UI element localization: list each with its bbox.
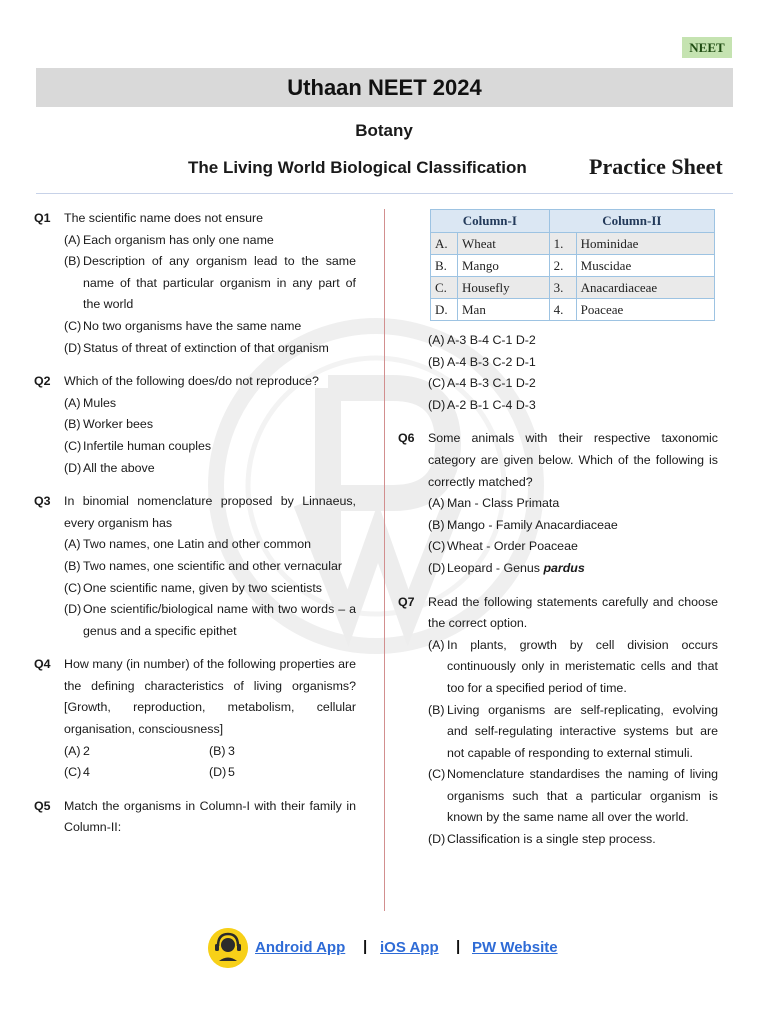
question-number: Q4 — [34, 657, 51, 672]
question-text: Which of the following does/do not reproduce? — [64, 374, 319, 389]
question-number: Q1 — [34, 211, 51, 225]
header-divider — [36, 193, 733, 194]
option-d: (D) All the above — [64, 460, 155, 475]
link-separator: | — [363, 938, 368, 955]
table-cell: B. — [431, 255, 458, 277]
question-q6 — [398, 428, 718, 579]
table-cell: Man — [458, 299, 550, 321]
table-cell: Wheat — [458, 233, 550, 255]
option-d: (D) 5 — [209, 765, 235, 780]
sheet-label: Practice Sheet — [589, 154, 723, 179]
option-b: (B) Mango - Family Anacardiaceae — [428, 517, 618, 532]
option-a: (A) 2 — [64, 743, 90, 758]
question-q5-options — [398, 330, 718, 416]
customer-service-icon — [208, 928, 248, 968]
option-d: (D) A-2 B-1 C-4 D-3 — [428, 397, 536, 412]
option-a: (A) Two names, one Latin and other common — [64, 537, 311, 552]
table-cell: D. — [431, 299, 458, 321]
table-cell: A. — [431, 233, 458, 255]
option-b: (B) A-4 B-3 C-2 D-1 — [428, 354, 536, 369]
question-number: Q5 — [34, 798, 51, 813]
option-c: (C) 4 — [64, 765, 90, 780]
question-text: The scientific name does not ensure — [64, 211, 264, 225]
question-text: In binomial nomenclature proposed by Linnaeus, every organism has — [64, 494, 356, 530]
match-table — [430, 209, 715, 321]
question-q7 — [398, 592, 718, 851]
column-header: Column-I — [431, 210, 550, 233]
option-d: (D) Status of threat of extinction of that organism — [64, 340, 329, 355]
table-cell: 3. — [549, 277, 576, 299]
column-header: Column-II — [549, 210, 714, 233]
option-c: (C) A-4 B-3 C-1 D-2 — [428, 376, 536, 391]
table-row — [431, 255, 715, 277]
table-cell: Muscidae — [576, 255, 714, 277]
question-text: Read the following statements carefully and choose the correct option. — [428, 594, 718, 631]
option-a: (A) Each organism has only one name — [64, 232, 274, 247]
option-b: (B) Description of any organism lead to the same name of that particular organism in any part of the world — [64, 254, 356, 312]
question-text: Match the organisms in Column-I with their family in Column-II: — [64, 798, 356, 835]
link-separator: | — [456, 938, 461, 955]
option-c: (C) One scientific name, given by two scientists — [64, 580, 322, 595]
question-q1 — [34, 208, 356, 359]
question-q2 — [34, 371, 356, 479]
question-text: How many (in number) of the following properties are the defining characteristics of living organisms? [Growth, reproduction, metabolism, cellular organisation, consciousness] — [64, 657, 356, 737]
question-q3 — [34, 491, 356, 642]
option-c: (C) Infertile human couples — [64, 438, 212, 453]
table-cell: 4. — [549, 299, 576, 321]
option-b: (B) Worker bees — [64, 417, 154, 432]
option-c: (C) Nomenclature standardises the naming of living organisms such that a particular organism is known by the same name all over the world. — [428, 767, 718, 825]
option-a: (A) A-3 B-4 C-1 D-2 — [428, 333, 536, 347]
question-q5 — [34, 796, 356, 839]
android-app-link[interactable]: Android App — [255, 939, 346, 956]
option-a: (A) In plants, growth by cell division occurs continuously only in meristematic cells and that too for a specified period of time. — [428, 637, 718, 695]
option-d: (D) Leopard - Genus pardus — [428, 560, 585, 575]
table-cell: C. — [431, 277, 458, 299]
table-cell: 2. — [549, 255, 576, 277]
table-row — [431, 233, 715, 255]
table-cell: Poaceae — [576, 299, 714, 321]
table-row — [431, 277, 715, 299]
option-b: (B) 3 — [209, 743, 235, 758]
question-number: Q3 — [34, 494, 51, 509]
option-d: (D) Classification is a single step process. — [428, 832, 656, 847]
option-a: (A) Man - Class Primata — [428, 496, 560, 511]
subject-heading: Botany — [355, 121, 413, 140]
question-number: Q7 — [398, 594, 415, 609]
option-c: (C) No two organisms have the same name — [64, 318, 302, 333]
left-column — [34, 208, 356, 851]
question-number: Q6 — [398, 431, 415, 446]
chapter-heading: The Living World Biological Classification — [188, 158, 527, 177]
table-cell: Anacardiaceae — [576, 277, 714, 299]
option-b: (B) Living organisms are self-replicating, evolving and self-regulating interactive systems but are not capable of responding to external stimuli. — [428, 702, 718, 760]
ios-app-link[interactable]: iOS App — [380, 939, 439, 956]
table-cell: Housefly — [458, 277, 550, 299]
options-grid — [64, 741, 356, 784]
genus-name: pardus — [543, 560, 585, 575]
question-q4 — [34, 654, 356, 784]
footer-links — [208, 928, 608, 968]
table-header-row — [431, 210, 715, 233]
table-row — [431, 299, 715, 321]
pw-website-link[interactable]: PW Website — [472, 939, 558, 956]
option-b: (B) Two names, one scientific and other vernacular — [64, 558, 342, 573]
exam-badge: NEET — [682, 37, 732, 58]
option-a: (A) Mules — [64, 395, 117, 410]
table-cell: Mango — [458, 255, 550, 277]
question-text: Some animals with their respective taxonomic category are given below. Which of the following is correctly matched? — [428, 431, 718, 489]
question-number: Q2 — [34, 374, 51, 389]
option-c: (C) Wheat - Order Poaceae — [428, 539, 578, 554]
table-cell: Hominidae — [576, 233, 714, 255]
right-column — [398, 330, 718, 863]
table-cell: 1. — [549, 233, 576, 255]
option-d: (D) One scientific/biological name with two words – a genus and a specific epithet — [64, 602, 356, 638]
page-title: Uthaan NEET 2024 — [36, 68, 733, 107]
column-divider — [384, 209, 385, 911]
